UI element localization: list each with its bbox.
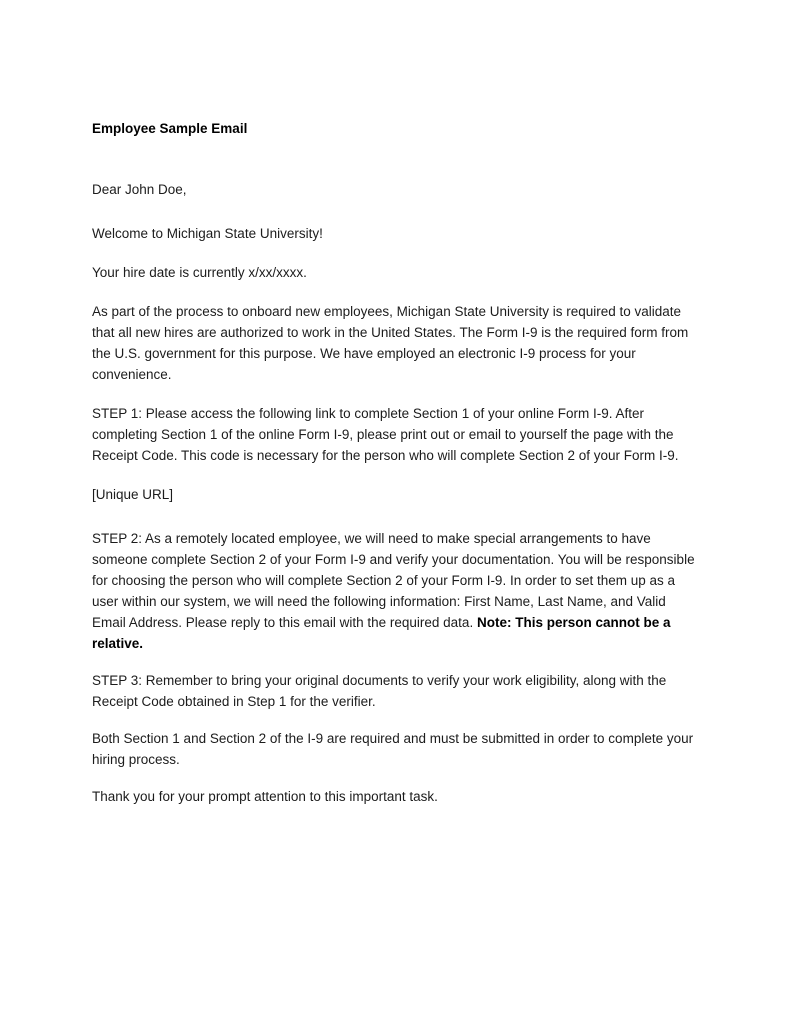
requirements-paragraph: Both Section 1 and Section 2 of the I-9 are required and must be submitted in order to complete your hiring process. <box>92 731 694 767</box>
step1-paragraph: STEP 1: Please access the following link to complete Section 1 of your online Form I-9. After completing Section 1 of the online Form I-9, please print out or email to yourself the page with the Receipt Code. This code is necessary for the person who will complete Section 2 of your Form I-9. <box>92 406 679 463</box>
welcome-paragraph: Welcome to Michigan State University! <box>92 226 323 241</box>
document-title: Employee Sample Email <box>92 121 248 136</box>
hire-date-paragraph: Your hire date is currently x/xx/xxxx. <box>92 265 307 280</box>
salutation-paragraph: Dear John Doe, <box>92 182 187 197</box>
step2-paragraph <box>92 528 702 654</box>
step2-relative-note: Note: This person cannot be a relative. <box>92 615 671 651</box>
step2-text: STEP 2: As a remotely located employee, we will need to make special arrangements to have someone complete Section 2 of your Form I-9 and verify your documentation. You will be responsible for choosing the person who will complete Section 2 of your Form I-9. In order to set them up as a user within our system, we will need the following information: First Name, Last Name, and Valid Email Address. Please reply to this email with the required data. <box>92 531 695 630</box>
email-body <box>92 118 702 807</box>
intro-paragraph: As part of the process to onboard new employees, Michigan State University is required to validate that all new hires are authorized to work in the United States. The Form I-9 is the required form from the U.S. government for this purpose. We have employed an electronic I-9 process for your convenience. <box>92 304 689 382</box>
step3-paragraph: STEP 3: Remember to bring your original documents to verify your work eligibility, along with the Receipt Code obtained in Step 1 for the verifier. <box>92 673 667 709</box>
unique-url-placeholder: [Unique URL] <box>92 487 174 502</box>
closing-paragraph: Thank you for your prompt attention to this important task. <box>92 789 438 804</box>
